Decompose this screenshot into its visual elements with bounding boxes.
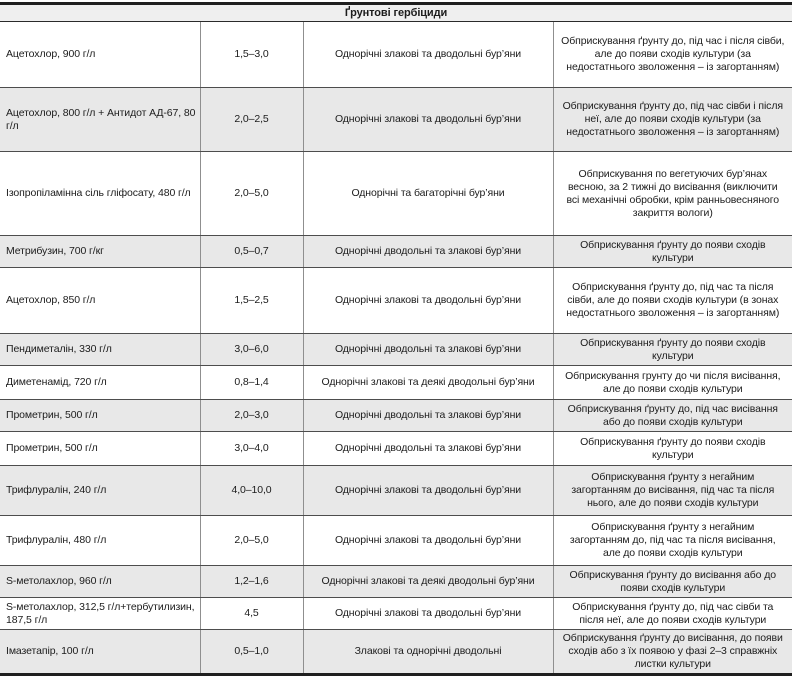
weeds-cell: Однорічні та багаторічні бур’яни bbox=[303, 152, 553, 236]
table-row bbox=[0, 334, 792, 366]
weeds-cell: Однорічні дводольні та злакові бур’яни bbox=[303, 400, 553, 432]
application-cell: Обприскування ґрунту до висівання, до появи сходів або з їх появою у фазі 2–3 справжніх листки культури bbox=[553, 630, 792, 675]
herbicide-name-cell: Ізопропіламінна сіль гліфосату, 480 г/л bbox=[0, 152, 200, 236]
application-cell: Обприскування грунту до чи після висівання, але до появи сходів культури bbox=[553, 366, 792, 400]
dose-cell: 1,2–1,6 bbox=[200, 566, 303, 598]
weeds-cell: Однорічні дводольні та злакові бур’яни bbox=[303, 432, 553, 466]
table-row bbox=[0, 366, 792, 400]
table-row bbox=[0, 630, 792, 675]
application-cell: Обприскування ґрунту до, під час та після сівби, але до появи сходів культури (в зонах недостатнього зволоження – із загортанням) bbox=[553, 268, 792, 334]
application-cell: Обприскування по вегетуючих бур’янах весною, за 2 тижні до висівання (виключити всі механічні обробки, крім ранньовесняного закриття вологи) bbox=[553, 152, 792, 236]
dose-cell: 0,5–0,7 bbox=[200, 236, 303, 268]
application-cell: Обприскування ґрунту до, під час сівби і після неї, але до появи сходів культури (за недостатнього зволоження – із загортанням) bbox=[553, 88, 792, 152]
herbicide-name-cell: Прометрин, 500 г/л bbox=[0, 432, 200, 466]
application-cell: Обприскування ґрунту до, під час і після сівби, але до появи сходів культури (за недостатнього зволоження – із загортанням) bbox=[553, 22, 792, 88]
weeds-cell: Однорічні злакові та дводольні бур’яни bbox=[303, 22, 553, 88]
table-row bbox=[0, 400, 792, 432]
table-row bbox=[0, 466, 792, 516]
weeds-cell: Однорічні злакові та дводольні бур’яни bbox=[303, 466, 553, 516]
table-row bbox=[0, 516, 792, 566]
application-cell: Обприскування ґрунту з негайним загортанням до висівання, під час та після нього, але до появи сходів культури bbox=[553, 466, 792, 516]
dose-cell: 2,0–5,0 bbox=[200, 516, 303, 566]
table-section-header bbox=[0, 4, 792, 22]
application-cell: Обприскування ґрунту до появи сходів культури bbox=[553, 432, 792, 466]
table-row bbox=[0, 88, 792, 152]
weeds-cell: Однорічні злакові та дводольні бур’яни bbox=[303, 598, 553, 630]
herbicide-name-cell: S-метолахлор, 960 г/л bbox=[0, 566, 200, 598]
table-row bbox=[0, 598, 792, 630]
application-cell: Обприскування ґрунту до, під час сівби та після неї, але до появи сходів культури bbox=[553, 598, 792, 630]
application-cell: Обприскування ґрунту з негайним загортанням до, під час та після висівання, але до появи сходів культури bbox=[553, 516, 792, 566]
dose-cell: 4,0–10,0 bbox=[200, 466, 303, 516]
herbicide-name-cell: Метрибузин, 700 г/кг bbox=[0, 236, 200, 268]
herbicide-name-cell: Пендиметалін, 330 г/л bbox=[0, 334, 200, 366]
weeds-cell: Однорічні злакові та дводольні бур’яни bbox=[303, 88, 553, 152]
herbicide-name-cell: Трифлуралін, 240 г/л bbox=[0, 466, 200, 516]
table-row bbox=[0, 152, 792, 236]
herbicide-name-cell: Прометрин, 500 г/л bbox=[0, 400, 200, 432]
section-title: Ґрунтові гербіциди bbox=[0, 4, 792, 22]
weeds-cell: Однорічні злакові та дводольні бур’яни bbox=[303, 268, 553, 334]
dose-cell: 4,5 bbox=[200, 598, 303, 630]
weeds-cell: Однорічні злакові та дводольні бур’яни bbox=[303, 516, 553, 566]
table-row bbox=[0, 236, 792, 268]
herbicide-name-cell: S-метолахлор, 312,5 г/л+тербутилизин, 187,5 г/л bbox=[0, 598, 200, 630]
dose-cell: 0,5–1,0 bbox=[200, 630, 303, 675]
herbicide-name-cell: Імазетапір, 100 г/л bbox=[0, 630, 200, 675]
weeds-cell: Однорічні злакові та деякі дводольні бур’яни bbox=[303, 566, 553, 598]
application-cell: Обприскування ґрунту до, під час висівання або до появи сходів культури bbox=[553, 400, 792, 432]
dose-cell: 2,0–2,5 bbox=[200, 88, 303, 152]
dose-cell: 1,5–3,0 bbox=[200, 22, 303, 88]
herbicide-name-cell: Диметенамід, 720 г/л bbox=[0, 366, 200, 400]
table-row bbox=[0, 268, 792, 334]
weeds-cell: Однорічні дводольні та злакові бур’яни bbox=[303, 236, 553, 268]
herbicides-table bbox=[0, 2, 792, 676]
weeds-cell: Однорічні злакові та деякі дводольні бур’яни bbox=[303, 366, 553, 400]
application-cell: Обприскування ґрунту до появи сходів культури bbox=[553, 236, 792, 268]
herbicide-name-cell: Ацетохлор, 900 г/л bbox=[0, 22, 200, 88]
table-row bbox=[0, 22, 792, 88]
herbicide-name-cell: Ацетохлор, 850 г/л bbox=[0, 268, 200, 334]
table-row bbox=[0, 432, 792, 466]
weeds-cell: Однорічні дводольні та злакові бур’яни bbox=[303, 334, 553, 366]
dose-cell: 2,0–3,0 bbox=[200, 400, 303, 432]
table-row bbox=[0, 566, 792, 598]
dose-cell: 2,0–5,0 bbox=[200, 152, 303, 236]
dose-cell: 3,0–6,0 bbox=[200, 334, 303, 366]
weeds-cell: Злакові та однорічні дводольні bbox=[303, 630, 553, 675]
dose-cell: 3,0–4,0 bbox=[200, 432, 303, 466]
dose-cell: 0,8–1,4 bbox=[200, 366, 303, 400]
application-cell: Обприскування ґрунту до висівання або до появи сходів культури bbox=[553, 566, 792, 598]
herbicide-name-cell: Трифлуралін, 480 г/л bbox=[0, 516, 200, 566]
application-cell: Обприскування ґрунту до появи сходів культури bbox=[553, 334, 792, 366]
dose-cell: 1,5–2,5 bbox=[200, 268, 303, 334]
herbicide-name-cell: Ацетохлор, 800 г/л + Антидот АД-67, 80 г/л bbox=[0, 88, 200, 152]
